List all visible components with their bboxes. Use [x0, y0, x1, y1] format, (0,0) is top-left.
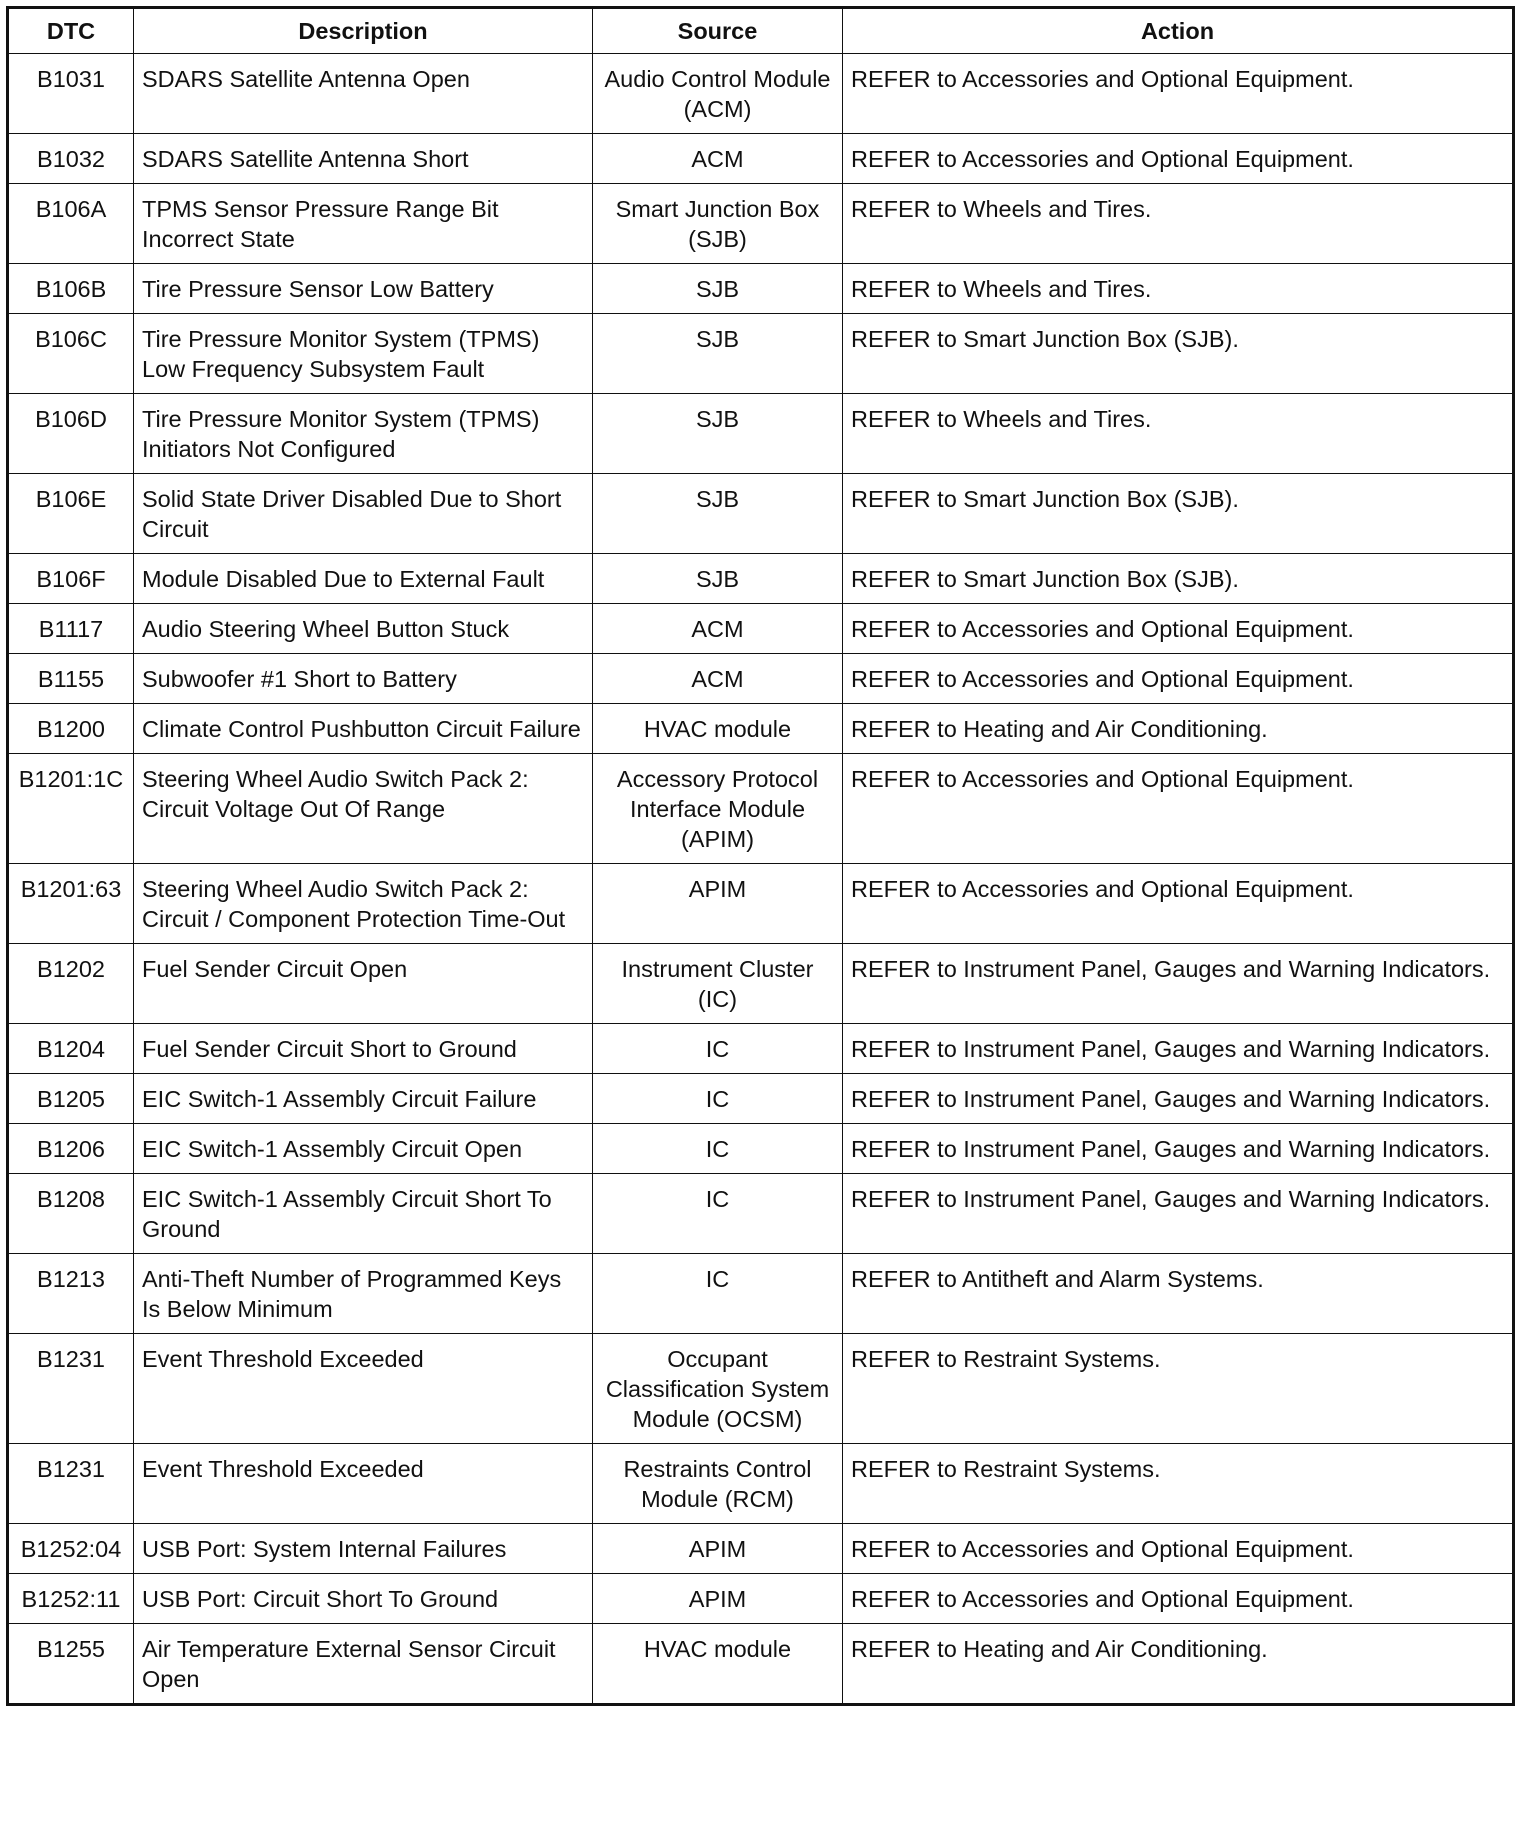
source-cell: SJB: [593, 554, 843, 604]
dtc-cell: B106D: [8, 394, 134, 474]
dtc-cell: B106F: [8, 554, 134, 604]
description-cell: TPMS Sensor Pressure Range Bit Incorrect State: [134, 184, 593, 264]
action-cell: REFER to Accessories and Optional Equipment.: [843, 654, 1514, 704]
table-row: [8, 1624, 1514, 1705]
source-cell: SJB: [593, 474, 843, 554]
action-cell: REFER to Instrument Panel, Gauges and Warning Indicators.: [843, 1174, 1514, 1254]
source-cell: Instrument Cluster (IC): [593, 944, 843, 1024]
table-row: [8, 1334, 1514, 1444]
header-dtc: DTC: [8, 8, 134, 54]
table-row: [8, 134, 1514, 184]
table-row: [8, 1444, 1514, 1524]
source-cell: APIM: [593, 1524, 843, 1574]
dtc-cell: B1201:1C: [8, 754, 134, 864]
dtc-cell: B1231: [8, 1334, 134, 1444]
source-cell: SJB: [593, 394, 843, 474]
description-cell: Steering Wheel Audio Switch Pack 2: Circuit Voltage Out Of Range: [134, 754, 593, 864]
header-source: Source: [593, 8, 843, 54]
description-cell: Fuel Sender Circuit Short to Ground: [134, 1024, 593, 1074]
source-cell: Accessory Protocol Interface Module (APIM): [593, 754, 843, 864]
action-cell: REFER to Accessories and Optional Equipment.: [843, 54, 1514, 134]
action-cell: REFER to Instrument Panel, Gauges and Warning Indicators.: [843, 1024, 1514, 1074]
table-body: [8, 54, 1514, 1705]
action-cell: REFER to Wheels and Tires.: [843, 394, 1514, 474]
table-row: [8, 1574, 1514, 1624]
action-cell: REFER to Antitheft and Alarm Systems.: [843, 1254, 1514, 1334]
table-row: [8, 554, 1514, 604]
source-cell: HVAC module: [593, 704, 843, 754]
source-cell: APIM: [593, 864, 843, 944]
table-row: [8, 1174, 1514, 1254]
description-cell: Climate Control Pushbutton Circuit Failure: [134, 704, 593, 754]
source-cell: Smart Junction Box (SJB): [593, 184, 843, 264]
action-cell: REFER to Accessories and Optional Equipment.: [843, 1524, 1514, 1574]
source-cell: HVAC module: [593, 1624, 843, 1705]
source-cell: Occupant Classification System Module (OCSM): [593, 1334, 843, 1444]
dtc-cell: B1231: [8, 1444, 134, 1524]
table-row: [8, 394, 1514, 474]
table-row: [8, 1074, 1514, 1124]
dtc-cell: B1117: [8, 604, 134, 654]
action-cell: REFER to Instrument Panel, Gauges and Warning Indicators.: [843, 1124, 1514, 1174]
dtc-cell: B1255: [8, 1624, 134, 1705]
table-row: [8, 314, 1514, 394]
table-row: [8, 864, 1514, 944]
dtc-cell: B1155: [8, 654, 134, 704]
dtc-cell: B1201:63: [8, 864, 134, 944]
source-cell: ACM: [593, 134, 843, 184]
action-cell: REFER to Instrument Panel, Gauges and Warning Indicators.: [843, 944, 1514, 1024]
description-cell: Anti-Theft Number of Programmed Keys Is Below Minimum: [134, 1254, 593, 1334]
description-cell: Event Threshold Exceeded: [134, 1334, 593, 1444]
header-action: Action: [843, 8, 1514, 54]
source-cell: SJB: [593, 264, 843, 314]
dtc-cell: B106E: [8, 474, 134, 554]
dtc-cell: B1202: [8, 944, 134, 1024]
description-cell: Tire Pressure Monitor System (TPMS) Initiators Not Configured: [134, 394, 593, 474]
dtc-cell: B1205: [8, 1074, 134, 1124]
source-cell: ACM: [593, 654, 843, 704]
description-cell: Audio Steering Wheel Button Stuck: [134, 604, 593, 654]
dtc-cell: B1206: [8, 1124, 134, 1174]
action-cell: REFER to Accessories and Optional Equipment.: [843, 604, 1514, 654]
action-cell: REFER to Wheels and Tires.: [843, 184, 1514, 264]
source-cell: IC: [593, 1074, 843, 1124]
source-cell: IC: [593, 1254, 843, 1334]
action-cell: REFER to Instrument Panel, Gauges and Warning Indicators.: [843, 1074, 1514, 1124]
table-row: [8, 184, 1514, 264]
table-header: [8, 8, 1514, 54]
action-cell: REFER to Smart Junction Box (SJB).: [843, 554, 1514, 604]
description-cell: USB Port: Circuit Short To Ground: [134, 1574, 593, 1624]
description-cell: EIC Switch-1 Assembly Circuit Short To Ground: [134, 1174, 593, 1254]
dtc-table: [6, 6, 1515, 1706]
description-cell: Event Threshold Exceeded: [134, 1444, 593, 1524]
action-cell: REFER to Heating and Air Conditioning.: [843, 704, 1514, 754]
action-cell: REFER to Accessories and Optional Equipment.: [843, 754, 1514, 864]
description-cell: EIC Switch-1 Assembly Circuit Failure: [134, 1074, 593, 1124]
table-row: [8, 264, 1514, 314]
action-cell: REFER to Wheels and Tires.: [843, 264, 1514, 314]
dtc-cell: B1204: [8, 1024, 134, 1074]
action-cell: REFER to Restraint Systems.: [843, 1334, 1514, 1444]
source-cell: Restraints Control Module (RCM): [593, 1444, 843, 1524]
table-row: [8, 944, 1514, 1024]
description-cell: Fuel Sender Circuit Open: [134, 944, 593, 1024]
description-cell: SDARS Satellite Antenna Short: [134, 134, 593, 184]
table-row: [8, 604, 1514, 654]
source-cell: ACM: [593, 604, 843, 654]
description-cell: Tire Pressure Monitor System (TPMS) Low Frequency Subsystem Fault: [134, 314, 593, 394]
description-cell: Subwoofer #1 Short to Battery: [134, 654, 593, 704]
dtc-cell: B1200: [8, 704, 134, 754]
header-row: [8, 8, 1514, 54]
dtc-cell: B106B: [8, 264, 134, 314]
description-cell: Steering Wheel Audio Switch Pack 2: Circuit / Component Protection Time-Out: [134, 864, 593, 944]
source-cell: IC: [593, 1174, 843, 1254]
source-cell: Audio Control Module (ACM): [593, 54, 843, 134]
dtc-cell: B106A: [8, 184, 134, 264]
action-cell: REFER to Restraint Systems.: [843, 1444, 1514, 1524]
dtc-cell: B106C: [8, 314, 134, 394]
action-cell: REFER to Accessories and Optional Equipment.: [843, 864, 1514, 944]
table-row: [8, 704, 1514, 754]
description-cell: Air Temperature External Sensor Circuit Open: [134, 1624, 593, 1705]
dtc-cell: B1208: [8, 1174, 134, 1254]
table-row: [8, 754, 1514, 864]
description-cell: Solid State Driver Disabled Due to Short Circuit: [134, 474, 593, 554]
table-row: [8, 1024, 1514, 1074]
description-cell: USB Port: System Internal Failures: [134, 1524, 593, 1574]
description-cell: EIC Switch-1 Assembly Circuit Open: [134, 1124, 593, 1174]
description-cell: Module Disabled Due to External Fault: [134, 554, 593, 604]
table-row: [8, 654, 1514, 704]
dtc-cell: B1213: [8, 1254, 134, 1334]
header-description: Description: [134, 8, 593, 54]
source-cell: SJB: [593, 314, 843, 394]
action-cell: REFER to Smart Junction Box (SJB).: [843, 474, 1514, 554]
action-cell: REFER to Accessories and Optional Equipment.: [843, 134, 1514, 184]
dtc-cell: B1252:04: [8, 1524, 134, 1574]
source-cell: IC: [593, 1024, 843, 1074]
source-cell: IC: [593, 1124, 843, 1174]
dtc-cell: B1031: [8, 54, 134, 134]
table-row: [8, 1254, 1514, 1334]
action-cell: REFER to Accessories and Optional Equipment.: [843, 1574, 1514, 1624]
dtc-cell: B1252:11: [8, 1574, 134, 1624]
source-cell: APIM: [593, 1574, 843, 1624]
description-cell: Tire Pressure Sensor Low Battery: [134, 264, 593, 314]
dtc-cell: B1032: [8, 134, 134, 184]
table-row: [8, 1524, 1514, 1574]
table-row: [8, 1124, 1514, 1174]
action-cell: REFER to Heating and Air Conditioning.: [843, 1624, 1514, 1705]
action-cell: REFER to Smart Junction Box (SJB).: [843, 314, 1514, 394]
table-row: [8, 474, 1514, 554]
table-row: [8, 54, 1514, 134]
description-cell: SDARS Satellite Antenna Open: [134, 54, 593, 134]
